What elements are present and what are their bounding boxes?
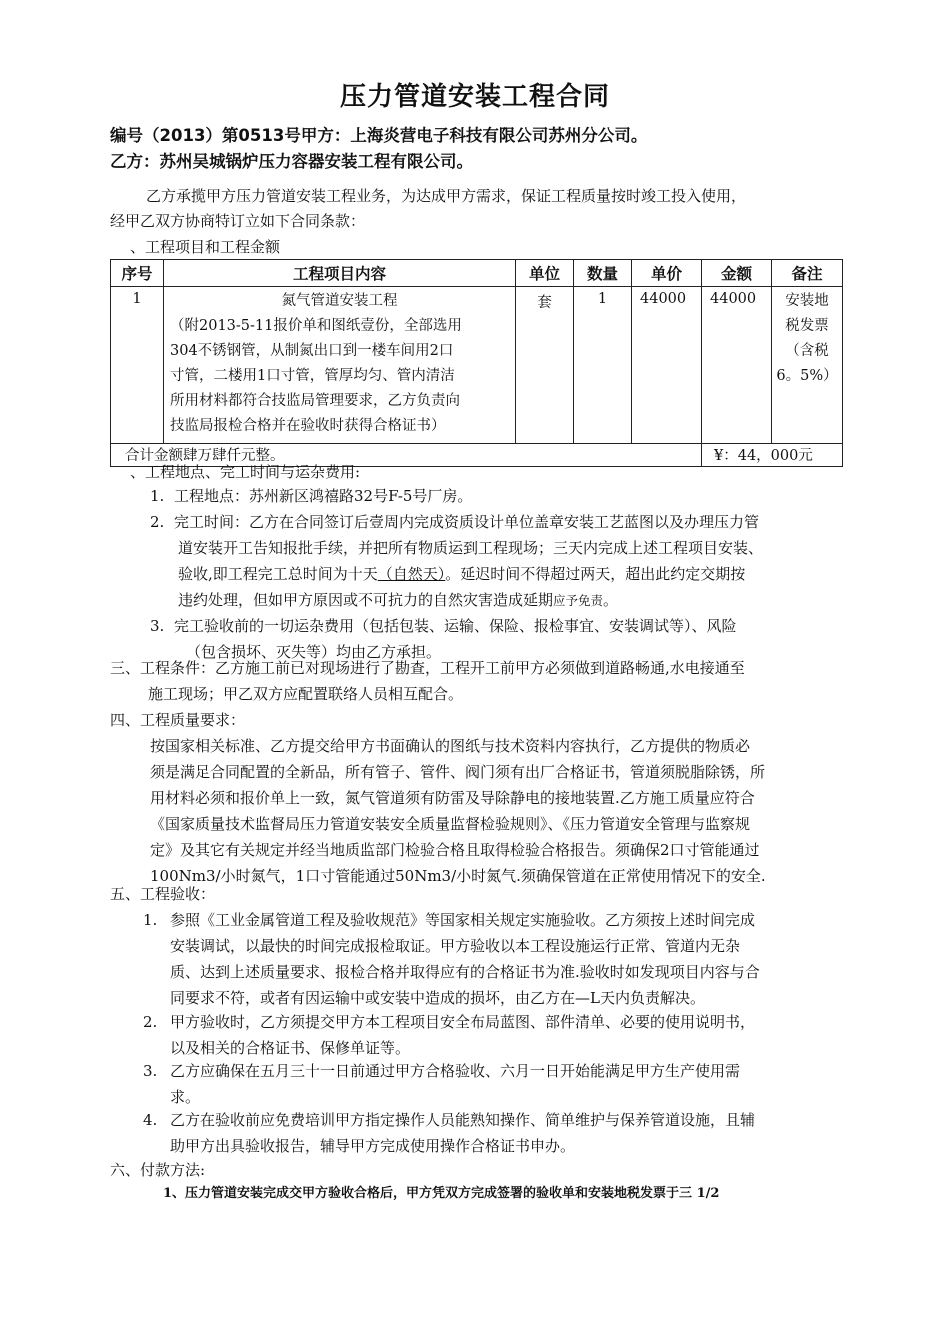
item-number: 3. — [150, 617, 165, 635]
section2-item-1 — [150, 483, 850, 509]
project-table — [110, 259, 843, 467]
exemption-note: 应予免责 — [553, 593, 604, 608]
cell-content — [164, 287, 516, 444]
item-line: 乙方应确保在五月三十一日前通过甲方合格验收、六月一日开始能满足甲方生产使用需 — [170, 1062, 741, 1080]
party-b: 乙方：苏州吴城锅炉压力容器安装工程有限公司。 — [110, 152, 473, 171]
table-header-row — [111, 260, 843, 287]
section4-line: 《国家质量技术监督局压力管道安装安全质量监督检验规则》、《压力管道安全管理与监察规 — [150, 815, 751, 833]
section2-heading: 、工程地点、完工时间与运杂费用: — [130, 463, 361, 481]
section4-line: 须是满足合同配置的全新品，所有管子、管件、阀门须有出厂合格证书，管道须脱脂除锈，所 — [150, 763, 766, 781]
item-number: 1. — [150, 487, 165, 505]
item-line: 完工验收前的一切运杂费用（包括包装、运输、保险、报检事宜、安装调试等）、风险 — [174, 617, 737, 635]
section4-heading: 四、工程质量要求： — [110, 711, 246, 729]
cell-price: 44000 — [632, 287, 702, 444]
payment-line-1: 1、压力管道安装完成交甲方验收合格后，甲方凭双方完成签署的验收单和安装地税发票于三 1/2 — [163, 1186, 720, 1201]
col-header: 备注 — [772, 260, 843, 287]
content-line: 304不锈钢管，从制氮出口到一楼车间用2口 — [170, 343, 454, 359]
cell-unit: 套 — [516, 287, 574, 444]
item-line: 参照《工业金属管道工程及验收规范》等国家相关规定实施验收。乙方须按上述时间完成 — [170, 911, 756, 929]
item-number: 3. — [143, 1062, 158, 1080]
cell-remark — [772, 287, 843, 444]
section4-line: 用材料必须和报价单上一致，氮气管道须有防雷及导除静电的接地装置.乙方施工质量应符合 — [150, 789, 755, 807]
section5-item-1 — [143, 907, 853, 1011]
item-line: 助甲方出具验收报告，辅导甲方完成使用操作合格证书申办。 — [170, 1137, 576, 1155]
item-line: 乙方在验收前应免费培训甲方指定操作人员能熟知操作、简单维护与保养管道设施，且辅 — [170, 1111, 756, 1129]
section4-line: 定》及其它有关规定并经当地质监部门检验合格且取得检验合格报告。须确保2口寸管能通过 — [150, 841, 760, 859]
item-line: 违约处理，但如甲方原因或不可抗力的自然灾害造成延期 — [178, 591, 554, 609]
content-line: 寸管，二楼用1口寸管，管厚均匀、管内清洁 — [170, 368, 455, 384]
col-header: 单位 — [516, 260, 574, 287]
section3-line: 三、工程条件：乙方施工前已对现场进行了勘查，工程开工前甲方必须做到道路畅通,水电接通至 — [110, 659, 745, 677]
remark-line: 安装地 — [785, 293, 829, 309]
item-line: 质、达到上述质量要求、报检合格并取得应有的合格证书为准.验收时如发现项目内容与合 — [170, 963, 760, 981]
col-header: 单价 — [632, 260, 702, 287]
intro-line-2: 经甲乙双方协商特订立如下合同条款： — [110, 212, 366, 230]
item-number: 2. — [143, 1013, 158, 1031]
total-label: 合计金额肆万肆仟元整。 — [111, 444, 702, 467]
section3-line: 施工现场；甲乙双方应配置联络人员相互配合。 — [148, 685, 464, 703]
section4-line: 按国家相关标准、乙方提交给甲方书面确认的图纸与技术资料内容执行，乙方提供的物质必 — [150, 737, 751, 755]
remark-line: 6。5%） — [776, 368, 838, 384]
item-number: 1. — [143, 911, 158, 929]
cell-qty: 1 — [574, 287, 632, 444]
natural-days: （自然天） — [377, 565, 446, 583]
section5-item-4 — [143, 1107, 853, 1159]
section4-body — [150, 733, 850, 889]
section5-item-2 — [143, 1009, 853, 1061]
total-value: ¥：44，000元 — [702, 444, 843, 467]
item-line: 。延迟时间不得超过两天，超出此约定交期按 — [445, 565, 746, 583]
col-header: 序号 — [111, 260, 164, 287]
item-number: 4. — [143, 1111, 158, 1129]
remark-line: （含税 — [785, 343, 829, 359]
item-line: 求。 — [170, 1088, 201, 1106]
item-line: 工程地点：苏州新区鸿禧路32号F-5号厂房。 — [174, 487, 473, 505]
section6-heading: 六、付款方法: — [110, 1161, 206, 1179]
cell-amount: 44000 — [702, 287, 772, 444]
col-header: 金额 — [702, 260, 772, 287]
cell-no: 1 — [111, 287, 164, 444]
item-line: （包含损坏、灭失等）均由乙方承担。 — [186, 643, 442, 661]
intro-line-1: 乙方承揽甲方压力管道安装工程业务，为达成甲方需求，保证工程质量按时竣工投入使用， — [146, 187, 747, 205]
col-header: 工程项目内容 — [164, 260, 516, 287]
section2-item-2 — [150, 509, 850, 614]
item-line: 道安装开工告知报批手续，并把所有物质运到工程现场；三天内完成上述工程项目安装、 — [178, 539, 764, 557]
item-line: 安装调试，以最快的时间完成报检取证。甲方验收以本工程设施运行正常、管道内无杂 — [170, 937, 741, 955]
section5-heading: 五、工程验收： — [110, 885, 216, 903]
item-line: 甲方验收时，乙方须提交甲方本工程项目安全布局蓝图、部件清单、必要的使用说明书， — [170, 1013, 756, 1031]
item-line: 完工时间：乙方在合同签订后壹周内完成资质设计单位盖章安装工艺蓝图以及办理压力管 — [174, 513, 760, 531]
item-line: 验收,即工程完工总时间为十天 — [178, 565, 378, 583]
section1-heading: 、工程项目和工程金额 — [130, 238, 281, 256]
item-line: 同要求不符，或者有因运输中或安装中造成的损坏，由乙方在—L天内负责解决。 — [170, 989, 705, 1007]
col-header: 数量 — [574, 260, 632, 287]
content-line: （附2013-5-11报价单和图纸壹份，全部选用 — [170, 318, 462, 334]
section3 — [110, 655, 850, 707]
remark-line: 税发票 — [785, 318, 829, 334]
intro-paragraph — [110, 184, 840, 234]
contract-number-party-a: 编号（2013）第0513号甲方：上海炎营电子科技有限公司苏州分公司。 — [110, 126, 648, 145]
section5-item-3 — [143, 1058, 853, 1110]
content-line: 所用材料都符合技监局管理要求，乙方负责向 — [170, 393, 460, 409]
section4-line: 100Nm3/小时氮气，1口寸管能通过50Nm3/小时氮气.须确保管道在正常使用情况下的安全. — [150, 867, 766, 885]
item-line: 。 — [603, 591, 619, 609]
document-title: 压力管道安装工程合同 — [339, 82, 610, 112]
content-line: 技监局报检合格并在验收时获得合格证书） — [170, 418, 446, 434]
item-line: 以及相关的合格证书、保修单证等。 — [170, 1039, 411, 1057]
item-number: 2. — [150, 513, 165, 531]
table-row — [111, 287, 843, 444]
content-line: 氮气管道安装工程 — [281, 293, 398, 309]
